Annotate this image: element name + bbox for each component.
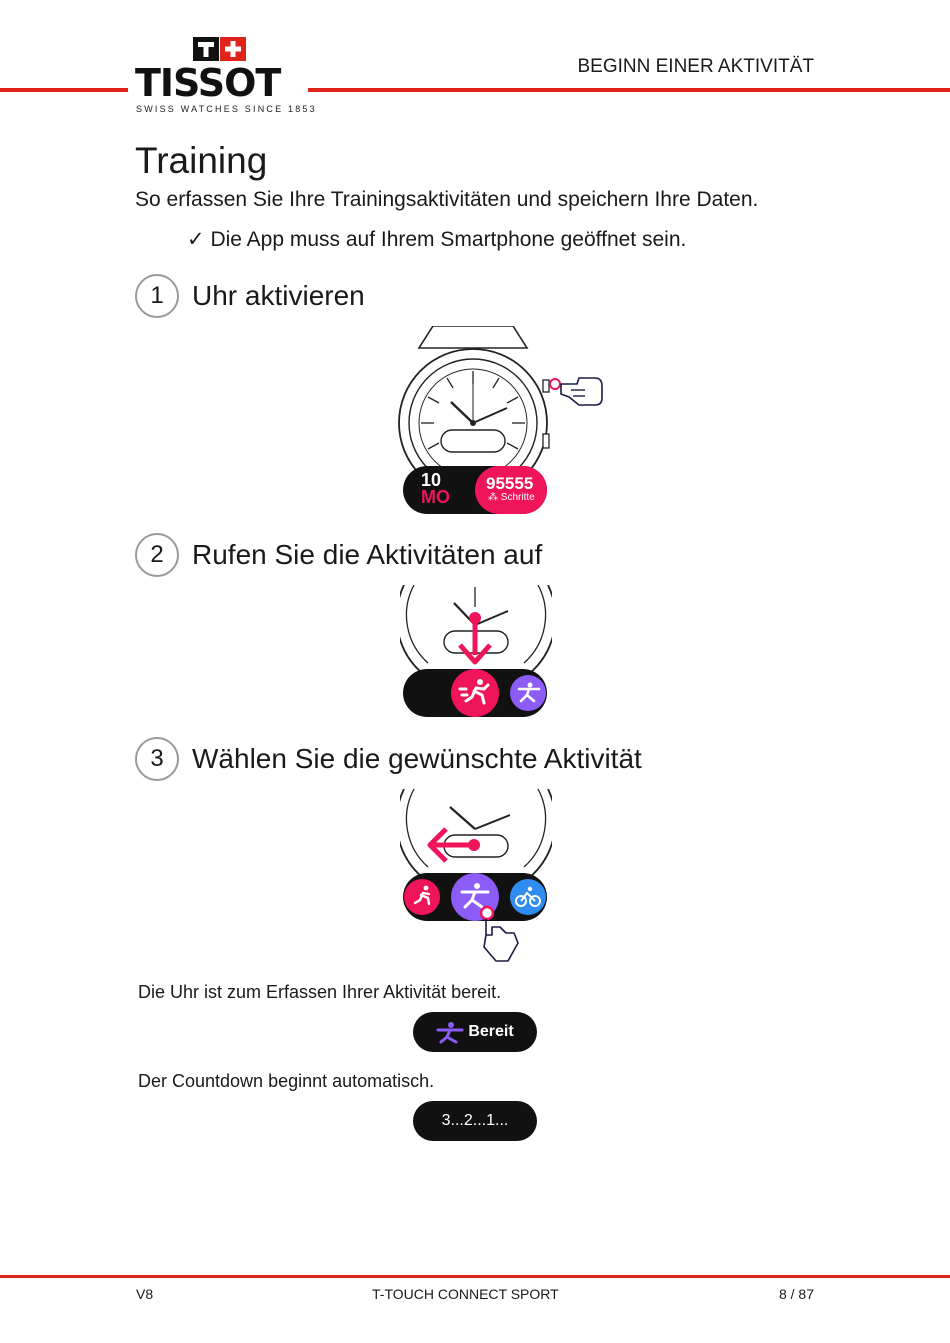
footer-version: V8 (136, 1286, 154, 1302)
finger-tap-icon (484, 919, 518, 961)
step-2-title: Rufen Sie die Aktivitäten auf (192, 539, 543, 570)
steps-label-text: Schritte (500, 492, 535, 503)
finger-press-icon (561, 378, 602, 405)
ready-text: Die Uhr ist zum Erfassen Ihrer Aktivität bereit. (138, 982, 502, 1002)
watch-steps-value: 95555 (486, 474, 534, 493)
watch-day-name: MO (421, 487, 450, 507)
watch-illustration-swipe-left (400, 789, 552, 964)
footer-product: T-TOUCH CONNECT SPORT (372, 1286, 559, 1302)
brand-name: TISSOT (135, 61, 281, 105)
check-mark-icon: ✓ (187, 228, 205, 251)
training-icon (436, 1020, 464, 1044)
step-3-number: 3 (135, 737, 179, 781)
step-1-number: 1 (135, 274, 179, 318)
intro-text: So erfassen Sie Ihre Trainingsaktivitäten und speichern Ihre Daten. (135, 188, 759, 211)
footer-red-line (0, 1275, 950, 1278)
brand-tagline: SWISS WATCHES SINCE 1853 (136, 104, 317, 114)
ready-badge (413, 1012, 537, 1052)
watch-illustration-swipe-down (400, 585, 552, 719)
watch-steps-label (488, 492, 535, 503)
prerequisite-line (187, 227, 686, 252)
ready-label: Bereit (468, 1023, 514, 1040)
step-1-title: Uhr aktivieren (192, 280, 365, 311)
step-2-number: 2 (135, 533, 179, 577)
footprint-icon: ⁂ (488, 492, 498, 503)
page-title: Training (135, 140, 268, 181)
tissot-t-icon (193, 37, 219, 61)
countdown-badge (413, 1101, 537, 1141)
step-3-title: Wählen Sie die gewünschte Aktivität (192, 743, 642, 774)
swiss-cross-icon (220, 37, 246, 61)
watch-day-number: 10 (421, 470, 442, 490)
prerequisite-text: Die App muss auf Ihrem Smartphone geöffnet sein. (210, 228, 687, 251)
section-title: BEGINN EINER AKTIVITÄT (577, 56, 814, 77)
footer-page-number: 8 / 87 (778, 1286, 814, 1302)
countdown-label: 3...2...1... (441, 1112, 509, 1129)
countdown-text: Der Countdown beginnt automatisch. (138, 1071, 435, 1091)
